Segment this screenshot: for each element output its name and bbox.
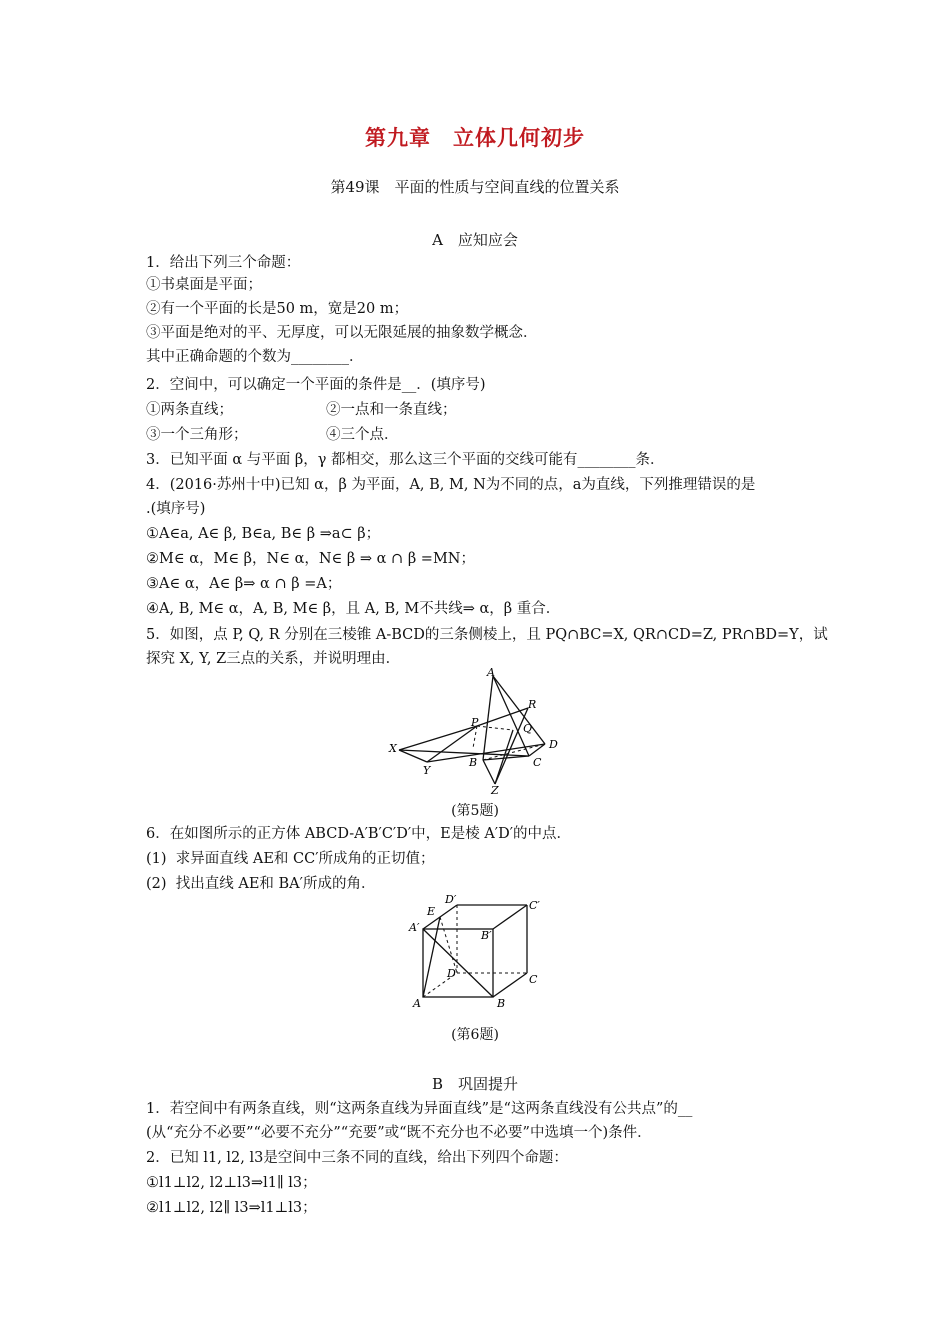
section-b-heading: B 巩固提升 (431, 1075, 519, 1093)
fig6-label-c: C (529, 973, 538, 986)
q6-part-2: (2) 找出直线 AE和 BA′所成的角． (146, 876, 376, 892)
q6-stem: 6．在如图所示的正方体 ABCD-A′B′C′D′中，E是棱 A′D′的中点． (146, 826, 572, 842)
fig6-label-b: B (497, 997, 506, 1010)
lesson-title: 第49课 平面的性质与空间直线的位置关系 (330, 178, 620, 196)
q5-line-1: 5．如图，点 P, Q, R 分别在三棱锥 A-BCD的三条侧棱上，且 PQ∩BC=X, QR∩CD=Z, PR∩BD=Y，试 (146, 627, 828, 643)
fig6-label-d: D (447, 967, 456, 980)
q6-part-1: (1) 求异面直线 AE和 CC′所成角的正切值； (146, 851, 435, 867)
b-q1-line-1: 1．若空间中有两条直线，则“这两条直线为异面直线”是“这两条直线没有公共点”的__ (146, 1101, 693, 1117)
q2-stem: 2．空间中，可以确定一个平面的条件是__．(填序号) (146, 377, 486, 393)
q2-option-1: ①两条直线； (146, 402, 233, 418)
fig5-label-a: A (487, 668, 495, 679)
q4-item-1: ①A∈a, A∈ β, B∈a, B∈ β ⇒a⊂ β； (146, 526, 381, 542)
fig6-label-d-prime: D′ (445, 893, 457, 906)
b-q1-line-2: (从“充分不必要”“必要不充分”“充要”或“既不充分也不必要”中选填一个)条件． (146, 1125, 652, 1141)
b-q2-item-2: ②l1⊥l2, l2∥ l3⇒l1⊥l3； (146, 1200, 317, 1216)
fig5-label-q: Q (523, 722, 533, 735)
q4-item-4: ④A, B, M∈ α，A, B, M∈ β，且 A, B, M不共线⇒ α，β 重合． (146, 601, 561, 617)
fig5-label-z: Z (491, 784, 499, 797)
q4-stem-line-2: .(填序号) (146, 501, 206, 517)
fig6-label-c-prime: C′ (529, 899, 540, 912)
chapter-title: 第九章 立体几何初步 (365, 126, 585, 150)
q4-stem-line-1: 4．(2016·苏州十中)已知 α，β 为平面，A, B, M, N为不同的点，a为直线，下列推理错误的是 (146, 477, 756, 493)
section-a-heading: A 应知应会 (432, 231, 518, 249)
fig5-label-c: C (533, 756, 542, 769)
fig5-label-y: Y (423, 764, 431, 777)
b-q2-stem: 2．已知 l1, l2, l3是空间中三条不同的直线，给出下列四个命题： (146, 1150, 568, 1166)
fig6-label-a: A (413, 997, 421, 1010)
figure-6-caption: (第6题) (451, 1027, 499, 1043)
q1-stem: 1．给出下列三个命题： (146, 255, 301, 271)
figure-6-cube (405, 893, 555, 1011)
figure-5-tetrahedron (385, 668, 575, 798)
q1-item-2: ②有一个平面的长是50 m，宽是20 m； (146, 301, 409, 317)
q1-item-1: ①书桌面是平面； (146, 277, 262, 293)
fig5-label-d: D (549, 738, 558, 751)
q2-option-4: ④三个点． (326, 427, 399, 443)
q1-ask: 其中正确命题的个数为________． (146, 349, 364, 365)
fig5-label-b: B (469, 756, 478, 769)
fig6-label-e: E (427, 905, 436, 918)
fig6-label-a-prime: A′ (409, 921, 420, 934)
fig5-label-r: R (528, 698, 537, 711)
b-q2-item-1: ①l1⊥l2, l2⊥l3⇒l1∥ l3； (146, 1175, 317, 1191)
q4-item-3: ③A∈ α，A∈ β⇒ α ∩ β =A； (146, 576, 342, 592)
figure-5-caption: (第5题) (451, 803, 499, 819)
q1-item-3: ③平面是绝对的平、无厚度，可以无限延展的抽象数学概念． (146, 325, 538, 341)
fig5-label-p: P (471, 716, 479, 729)
fig5-label-x: X (389, 742, 397, 755)
fig6-label-b-prime: B′ (481, 929, 492, 942)
q2-option-3: ③一个三角形； (146, 427, 248, 443)
q3: 3．已知平面 α 与平面 β，γ 都相交，那么这三个平面的交线可能有________条． (146, 452, 665, 468)
q5-line-2: 探究 X, Y, Z三点的关系，并说明理由． (146, 651, 401, 667)
q4-item-2: ②M∈ α，M∈ β，N∈ α，N∈ β ⇒ α ∩ β =MN； (146, 551, 475, 567)
q2-option-2: ②一点和一条直线； (326, 402, 457, 418)
